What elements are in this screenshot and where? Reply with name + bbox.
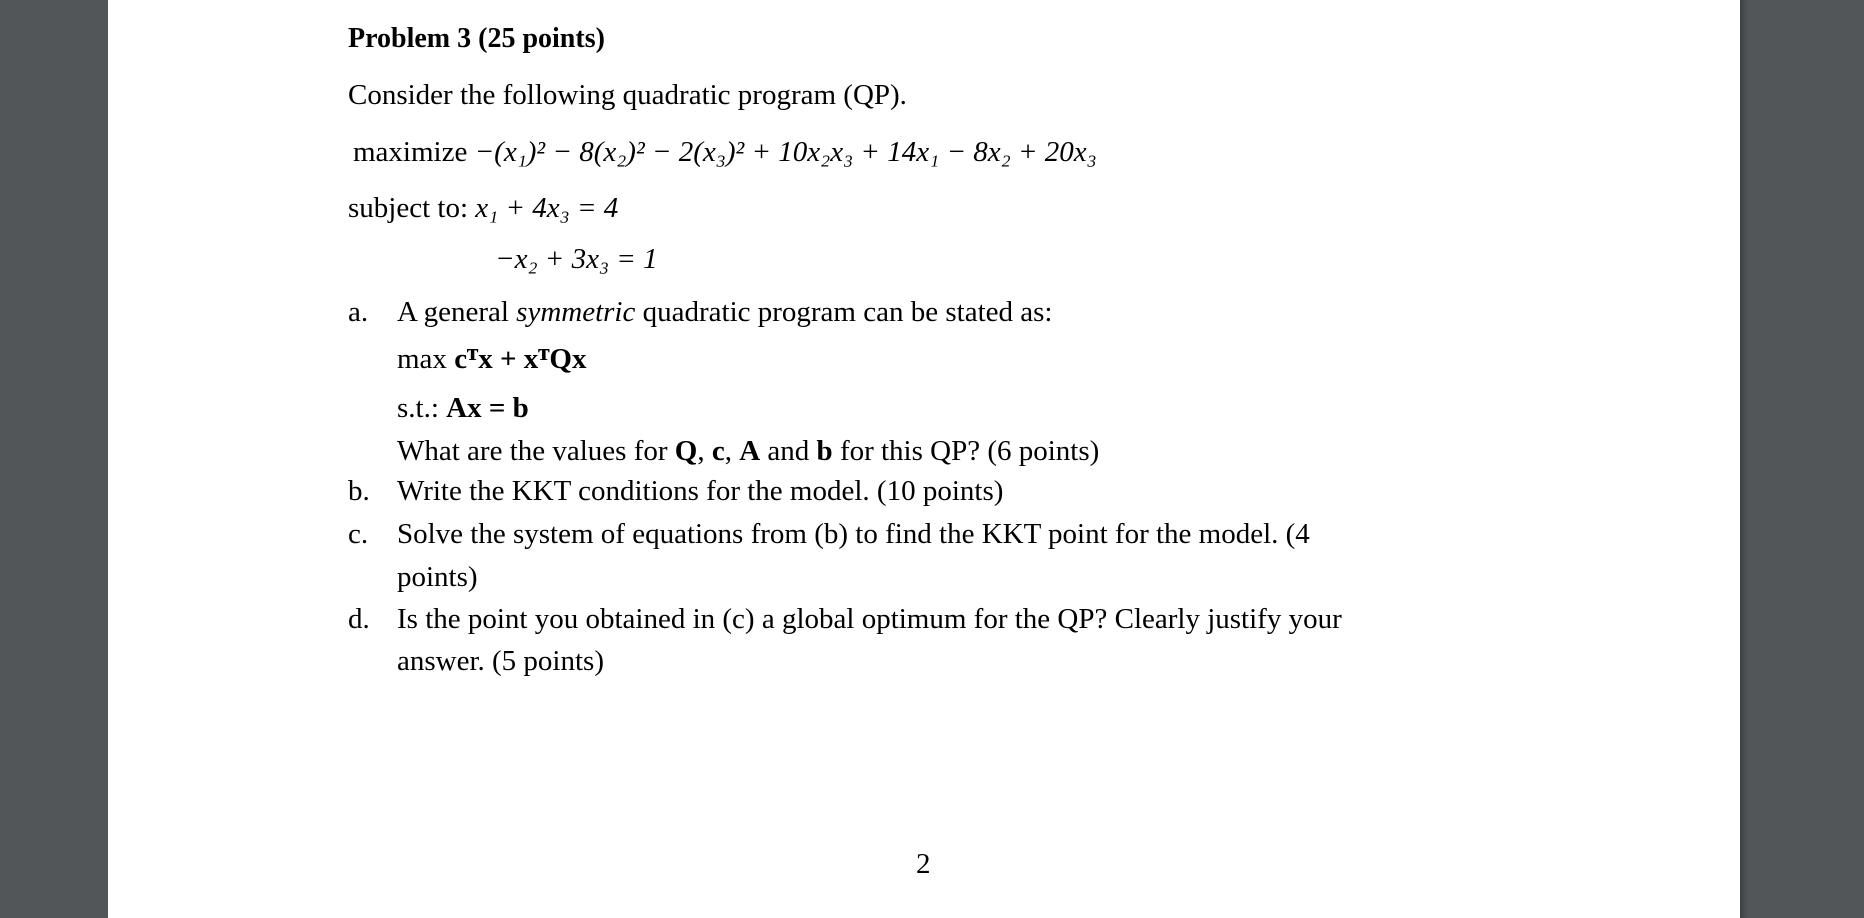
page-number: 2 bbox=[916, 848, 931, 880]
part-a-italic: symmetric bbox=[516, 296, 636, 328]
q-bold-c: c bbox=[711, 435, 725, 467]
part-c-text: Solve the system of equations from (b) to find the KKT point for the model. (4 bbox=[397, 518, 1310, 550]
q-sep: , bbox=[724, 435, 740, 467]
st-expression: Ax = b bbox=[446, 392, 529, 424]
part-c-text-cont: points) bbox=[397, 561, 478, 593]
q-text-2: for this QP? (6 points) bbox=[832, 435, 1100, 467]
constraint-2: −x₂ + 3x₃ = 1 bbox=[495, 243, 658, 275]
objective-expression: −(x₁)² − 8(x₂)² − 2(x₃)² + 10x₂x₃ + 14x₁ − 8x₂ + 20x₃ bbox=[474, 136, 1097, 168]
constraints-label: subject to: bbox=[348, 192, 469, 224]
max-label: max bbox=[397, 343, 447, 375]
constraint-line-1 bbox=[348, 191, 618, 225]
part-d-text-cont: answer. (5 points) bbox=[397, 645, 604, 677]
part-d-text: Is the point you obtained in (c) a global optimum for the QP? Clearly justify your bbox=[397, 603, 1342, 635]
q-bold-Q: Q bbox=[674, 435, 698, 467]
q-text: What are the values for bbox=[397, 435, 675, 467]
intro-text: Consider the following quadratic program (QP). bbox=[348, 79, 907, 111]
q-bold-b: b bbox=[816, 435, 833, 467]
part-b-marker: b. bbox=[348, 475, 370, 507]
part-d-marker: d. bbox=[348, 603, 370, 635]
part-b-text: Write the KKT conditions for the model. (10 points) bbox=[397, 475, 1004, 507]
general-constraint bbox=[397, 391, 529, 425]
part-a-marker: a. bbox=[348, 296, 369, 328]
problem-title: Problem 3 (25 points) bbox=[348, 23, 605, 54]
objective-label: maximize bbox=[353, 136, 468, 168]
page-shadow bbox=[1740, 0, 1748, 918]
q-sep: , bbox=[697, 435, 712, 467]
part-c-marker: c. bbox=[348, 518, 369, 550]
part-a-text-2: quadratic program can be stated as: bbox=[635, 296, 1053, 328]
st-label: s.t.: bbox=[397, 392, 439, 424]
q-bold-A: A bbox=[739, 435, 761, 467]
objective-line bbox=[353, 135, 1097, 169]
q-and: and bbox=[760, 435, 817, 467]
part-a-intro bbox=[397, 295, 1052, 329]
constraint-1: x₁ + 4x₃ = 4 bbox=[475, 192, 619, 224]
part-a-text: A general bbox=[397, 296, 517, 328]
part-a-question bbox=[397, 434, 1099, 468]
general-objective bbox=[397, 342, 587, 376]
max-expression: cᵀx + xᵀQx bbox=[454, 343, 587, 375]
